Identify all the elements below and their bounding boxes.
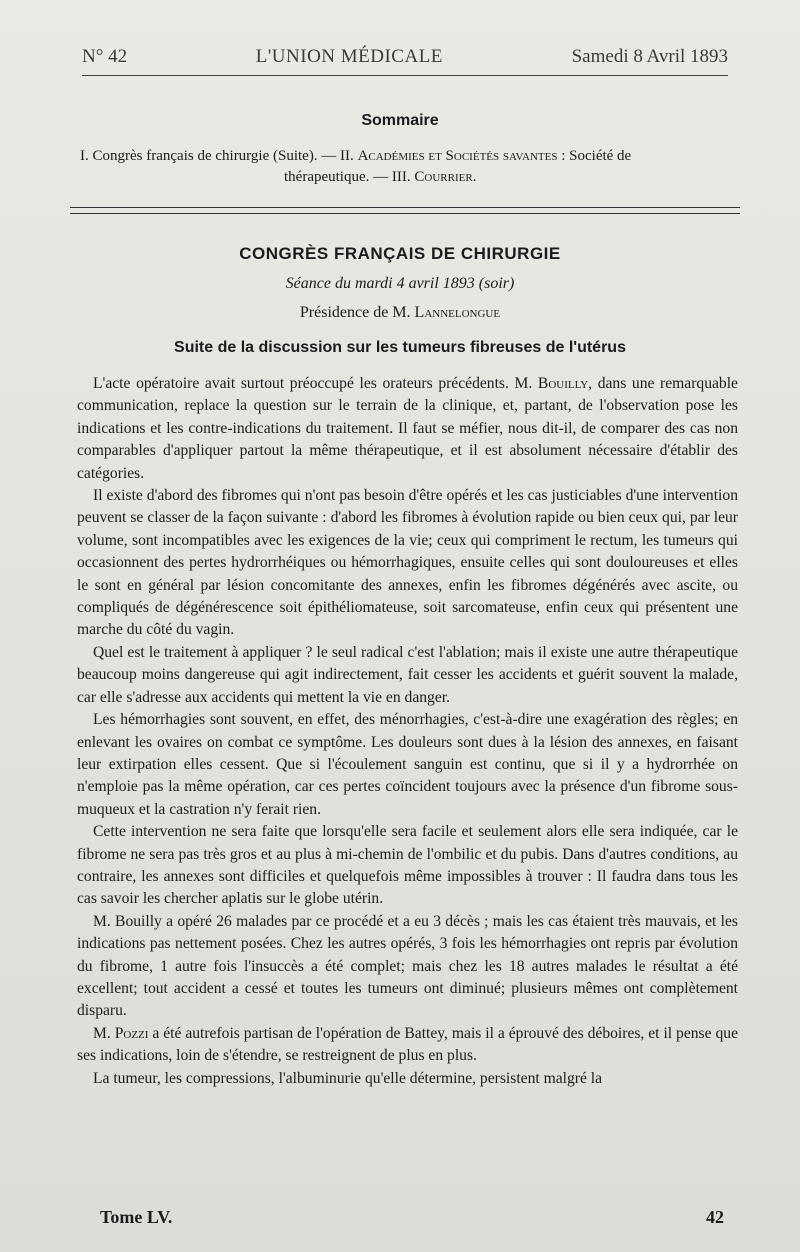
sommaire-line-2 <box>80 167 730 188</box>
sommaire-text: thérapeutique. — III. <box>284 169 415 185</box>
paragraph-text: Cette intervention ne sera faite que lorsqu'elle sera facile et seulement alors elle sera indiquée, car le fibrome ne sera pas très gros et au plus à mi-chemin de l'ombilic et du pubis. Dans d'autres conditions, au contraire, les annexes sont difficiles et quelquefois même impossibles à trouver : Il faudra dans tous les cas savoir les chercher aplatis sur le globe utérin. <box>77 823 738 908</box>
body-paragraph <box>77 1023 738 1068</box>
sommaire-contents <box>80 146 730 188</box>
issue-number: N° 42 <box>82 46 128 67</box>
paragraph-text: M. Bouilly a opéré 26 malades par ce procédé et a eu 3 décès ; mais les cas étaient très mauvais, et les indications pas nettement posées. Chez les autres opérés, 3 fois les hémorrhagies ont repris par évolution du fibrome, 1 autre fois l'insuccès a été complet; mais chez les 18 autres malades le résultat a été excellent; tout accident a cessé et toutes les tumeurs ont diminué; plusieurs mêmes ont complètement disparu. <box>77 912 738 1020</box>
presidence-name: Lannelongue <box>414 304 501 321</box>
paragraph-text: La tumeur, les compressions, l'albuminurie qu'elle détermine, persistent malgré la <box>93 1069 603 1087</box>
paragraph-text: , dans une remarquable communication, replace la question sur le terrain de la clinique, et, partant, de l'observation pose les indications et les contre-indications du traitement. Il faut se méfier, nous dit-il, de comparer des cas non comparables d'appliquer partout la même thérapeutique, et il est absolument nécessaire d'établir des catégories. <box>77 375 738 482</box>
page-header <box>82 46 728 68</box>
body-paragraph <box>77 709 738 821</box>
presidence-prefix: Présidence de M. <box>299 304 415 321</box>
sommaire-text: : Société de <box>557 148 632 164</box>
seance-date: Séance du mardi 4 avril 1893 (soir) <box>285 275 515 292</box>
body-paragraph <box>77 485 738 642</box>
discussion-subtitle: Suite de la discussion sur les tumeurs fibreuses de l'utérus <box>174 339 626 356</box>
paragraph-text: Il existe d'abord des fibromes qui n'ont pas besoin d'être opérés et les cas justiciables d'une intervention peuvent se classer de la façon suivante : d'abord les fibromes à évolution rapide ou bien ceux qui, par leur volume, sont incompatibles avec les exigences de la vie; ceux qui compriment le rectum, les tumeurs qui occasionnent des pertes hydrorrhéiques ou hémorrhagiques, ensuite celles qui sont douloureuses et elles le sont en général par lésion concomitante des annexes, enfin les fibromes dégénérés avec ascite, ou compliqués de dégénérescence soit épithéliomateuse, soit sarcomateuse, enfin ceux qui présentent une marche du côté du vagin. <box>77 487 738 639</box>
body-paragraph <box>77 911 738 1023</box>
paragraph-text: L'acte opératoire avait surtout préoccupé les orateurs précédents. M. <box>93 375 538 392</box>
article-body <box>77 373 738 1090</box>
body-paragraph <box>77 821 738 911</box>
presidence <box>0 304 800 322</box>
paragraph-text: Les hémorrhagies sont souvent, en effet, des ménorrhagies, c'est-à-dire une exagération des règles; en enlevant les ovaires on combat ce symptôme. Les douleurs sont dues à la lésion des annexes, en faisant leur extirpation elles cessent. Que si l'écoulement sanguin est continu, que si il y a hydrorrhée on n'emploie pas la même opération, car ces pertes coïncident toujours avec la présence d'un fibrome sous-muqueux et la castration n'y ferait rien. <box>77 711 738 818</box>
sommaire-line-1 <box>80 146 730 167</box>
issue-date: Samedi 8 Avril 1893 <box>571 46 728 67</box>
body-paragraph <box>77 373 738 485</box>
paragraph-smallcaps: Bouilly <box>537 375 589 392</box>
sommaire-title: Sommaire <box>361 112 439 129</box>
sommaire-text: I. Congrès français de chirurgie (Suite). — II. <box>80 148 358 164</box>
page-number: 42 <box>706 1207 724 1227</box>
sommaire-smallcaps: Académies et Sociétés savantes <box>357 148 558 164</box>
section-rule-thin <box>70 213 740 214</box>
paragraph-smallcaps: Pozzi <box>114 1024 149 1042</box>
section-rule-thick <box>70 207 740 208</box>
section-title: CONGRÈS FRANÇAIS DE CHIRURGIE <box>239 244 561 263</box>
header-rule <box>82 75 728 76</box>
sommaire-smallcaps: Courrier <box>414 169 473 185</box>
body-paragraph <box>77 1068 738 1090</box>
paragraph-text: a été autrefois partisan de l'opération de Battey, mais il a éprouvé des déboires, et il pense que ses indications, loin de s'étendre, se restreignent de plus en plus. <box>77 1024 738 1065</box>
paragraph-text: M. <box>93 1024 115 1042</box>
sommaire-text: . <box>472 169 477 185</box>
body-paragraph <box>77 642 738 709</box>
page-footer <box>100 1207 724 1228</box>
tome-label: Tome LV. <box>100 1207 173 1227</box>
journal-title: L'UNION MÉDICALE <box>255 46 443 67</box>
paragraph-text: Quel est le traitement à appliquer ? le seul radical c'est l'ablation; mais il existe une autre thérapeutique beaucoup moins dangereuse qui agit indirectement, fait cesser les accidents et guérit souvent la malade, car elle s'adresse aux accidents qui mettent la vie en danger. <box>77 643 738 706</box>
